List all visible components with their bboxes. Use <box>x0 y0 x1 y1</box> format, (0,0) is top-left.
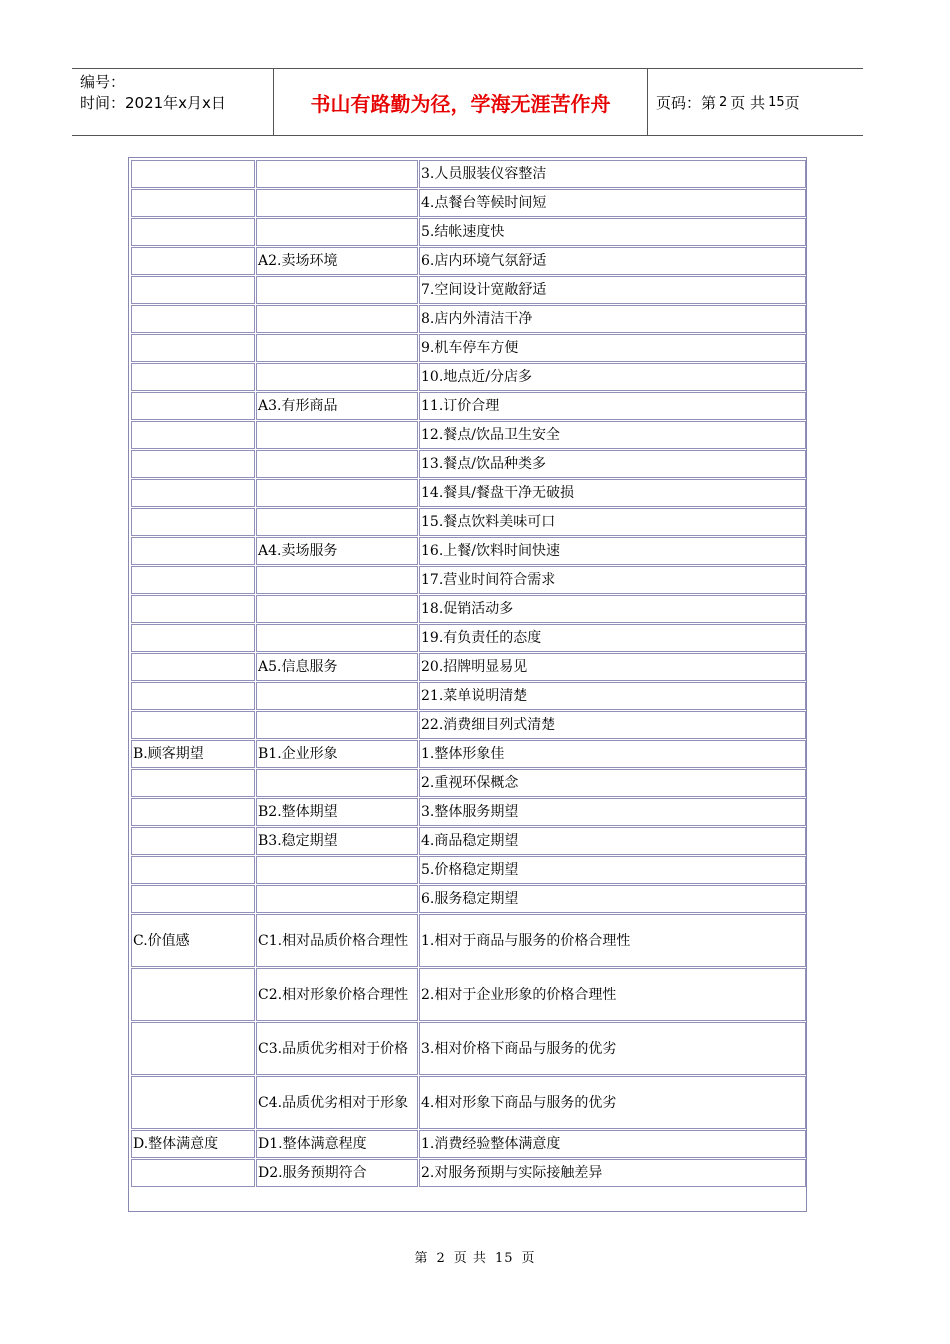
date-line: 时间：2021年x月x日 <box>80 94 226 112</box>
item-cell: 1.相对于商品与服务的价格合理性 <box>419 914 806 967</box>
category-cell <box>131 537 255 565</box>
table-row <box>131 711 806 739</box>
category-cell <box>131 450 255 478</box>
category-cell <box>131 968 255 1021</box>
dimension-cell: A4.卖场服务 <box>256 537 418 565</box>
header-page-info <box>648 69 863 135</box>
item-cell: 10.地点近/分店多 <box>419 363 806 391</box>
category-cell <box>131 1022 255 1075</box>
footer-suffix: 页 <box>521 1251 536 1266</box>
footer-prefix: 第 <box>414 1251 429 1266</box>
item-cell: 7.空间设计宽敞舒适 <box>419 276 806 304</box>
category-cell <box>131 1159 255 1187</box>
dimension-cell <box>256 189 418 217</box>
table-row <box>131 334 806 362</box>
category-cell: D.整体满意度 <box>131 1130 255 1158</box>
category-cell <box>131 189 255 217</box>
item-cell: 3.人员服装仪容整洁 <box>419 160 806 188</box>
category-cell <box>131 305 255 333</box>
table-row <box>131 566 806 594</box>
item-cell: 5.价格稳定期望 <box>419 856 806 884</box>
item-cell: 8.店内外清洁干净 <box>419 305 806 333</box>
item-cell: 20.招牌明显易见 <box>419 653 806 681</box>
category-cell <box>131 276 255 304</box>
dimension-cell <box>256 363 418 391</box>
footer-page-total: 15 <box>494 1251 514 1266</box>
item-cell: 4.商品稳定期望 <box>419 827 806 855</box>
dimension-cell: C4.品质优劣相对于形象 <box>256 1076 418 1129</box>
category-cell <box>131 798 255 826</box>
item-cell: 11.订价合理 <box>419 392 806 420</box>
page-header <box>72 68 863 136</box>
dimension-cell: C3.品质优劣相对于价格 <box>256 1022 418 1075</box>
page-total: 15 <box>768 94 785 110</box>
category-cell <box>131 856 255 884</box>
dimension-cell: A5.信息服务 <box>256 653 418 681</box>
table-row <box>131 479 806 507</box>
item-cell: 3.整体服务期望 <box>419 798 806 826</box>
dimension-cell: C2.相对形象价格合理性 <box>256 968 418 1021</box>
page-mid: 页 共 <box>730 93 766 112</box>
survey-table <box>128 157 807 1212</box>
table-row <box>131 363 806 391</box>
item-cell: 9.机车停车方便 <box>419 334 806 362</box>
category-cell: C.价值感 <box>131 914 255 967</box>
table-row <box>131 798 806 826</box>
item-cell: 17.营业时间符合需求 <box>419 566 806 594</box>
table-row <box>131 189 806 217</box>
table-row <box>131 914 806 967</box>
dimension-cell <box>256 769 418 797</box>
dimension-cell: D2.服务预期符合 <box>256 1159 418 1187</box>
table-row <box>131 218 806 246</box>
dimension-cell <box>256 566 418 594</box>
dimension-cell <box>256 276 418 304</box>
item-cell: 4.相对形象下商品与服务的优劣 <box>419 1076 806 1129</box>
category-cell <box>131 479 255 507</box>
dimension-cell: A3.有形商品 <box>256 392 418 420</box>
category-cell <box>131 566 255 594</box>
table-row <box>131 247 806 275</box>
item-cell: 14.餐具/餐盘干净无破损 <box>419 479 806 507</box>
category-cell <box>131 827 255 855</box>
item-cell: 1.整体形象佳 <box>419 740 806 768</box>
category-cell <box>131 160 255 188</box>
dimension-cell <box>256 421 418 449</box>
dimension-cell: D1.整体满意程度 <box>256 1130 418 1158</box>
category-cell <box>131 624 255 652</box>
table-row <box>131 276 806 304</box>
item-cell: 19.有负责任的态度 <box>419 624 806 652</box>
table-row <box>131 827 806 855</box>
dimension-cell <box>256 218 418 246</box>
item-cell: 4.点餐台等候时间短 <box>419 189 806 217</box>
header-slogan: 书山有路勤为径，学海无涯苦作舟 <box>274 69 648 135</box>
dimension-cell <box>256 334 418 362</box>
dimension-cell <box>256 682 418 710</box>
item-cell: 2.相对于企业形象的价格合理性 <box>419 968 806 1021</box>
item-cell: 18.促销活动多 <box>419 595 806 623</box>
category-cell <box>131 653 255 681</box>
dimension-cell <box>256 711 418 739</box>
page-footer <box>0 1247 950 1266</box>
dimension-cell <box>256 479 418 507</box>
category-cell <box>131 363 255 391</box>
page-suffix: 页 <box>784 93 800 112</box>
category-cell <box>131 421 255 449</box>
category-cell <box>131 508 255 536</box>
category-cell <box>131 769 255 797</box>
dimension-cell: C1.相对品质价格合理性 <box>256 914 418 967</box>
item-cell: 21.菜单说明清楚 <box>419 682 806 710</box>
header-meta <box>72 69 274 135</box>
table-body <box>131 160 806 1187</box>
category-cell <box>131 392 255 420</box>
table-row <box>131 653 806 681</box>
table-row <box>131 740 806 768</box>
category-cell <box>131 885 255 913</box>
table-row <box>131 1159 806 1187</box>
item-cell: 16.上餐/饮料时间快速 <box>419 537 806 565</box>
table-row <box>131 1076 806 1129</box>
category-cell <box>131 218 255 246</box>
dimension-cell <box>256 624 418 652</box>
item-cell: 1.消费经验整体满意度 <box>419 1130 806 1158</box>
table-row <box>131 392 806 420</box>
page-prefix: 页码：第 <box>656 93 717 112</box>
item-cell: 6.服务稳定期望 <box>419 885 806 913</box>
footer-page-number: 2 <box>436 1251 446 1266</box>
table-row <box>131 508 806 536</box>
dimension-cell <box>256 160 418 188</box>
dimension-cell <box>256 305 418 333</box>
item-cell: 3.相对价格下商品与服务的优劣 <box>419 1022 806 1075</box>
table-row <box>131 682 806 710</box>
item-cell: 13.餐点/饮品种类多 <box>419 450 806 478</box>
category-cell <box>131 711 255 739</box>
dimension-cell <box>256 508 418 536</box>
category-cell: B.顾客期望 <box>131 740 255 768</box>
table-row <box>131 537 806 565</box>
category-cell <box>131 1076 255 1129</box>
category-cell <box>131 247 255 275</box>
item-cell: 2.重视环保概念 <box>419 769 806 797</box>
table-row <box>131 1130 806 1158</box>
table-row <box>131 305 806 333</box>
footer-mid: 页 共 <box>453 1251 487 1266</box>
dimension-cell <box>256 450 418 478</box>
table-row <box>131 968 806 1021</box>
table-row <box>131 595 806 623</box>
table-row <box>131 1022 806 1075</box>
page-number: 2 <box>719 94 728 110</box>
dimension-cell <box>256 885 418 913</box>
dimension-cell: A2.卖场环境 <box>256 247 418 275</box>
dimension-cell: B1.企业形象 <box>256 740 418 768</box>
item-cell: 12.餐点/饮品卫生安全 <box>419 421 806 449</box>
category-cell <box>131 682 255 710</box>
doc-number-label: 编号： <box>80 73 126 91</box>
dimension-cell <box>256 595 418 623</box>
table-row <box>131 624 806 652</box>
table-row <box>131 769 806 797</box>
item-cell: 22.消费细目列式清楚 <box>419 711 806 739</box>
table-row <box>131 885 806 913</box>
item-cell: 5.结帐速度快 <box>419 218 806 246</box>
category-cell <box>131 334 255 362</box>
dimension-cell <box>256 856 418 884</box>
dimension-cell: B3.稳定期望 <box>256 827 418 855</box>
category-cell <box>131 595 255 623</box>
table-row <box>131 856 806 884</box>
table-row <box>131 450 806 478</box>
table-row <box>131 421 806 449</box>
table-row <box>131 160 806 188</box>
item-cell: 2.对服务预期与实际接触差异 <box>419 1159 806 1187</box>
item-cell: 6.店内环境气氛舒适 <box>419 247 806 275</box>
dimension-cell: B2.整体期望 <box>256 798 418 826</box>
item-cell: 15.餐点饮料美味可口 <box>419 508 806 536</box>
